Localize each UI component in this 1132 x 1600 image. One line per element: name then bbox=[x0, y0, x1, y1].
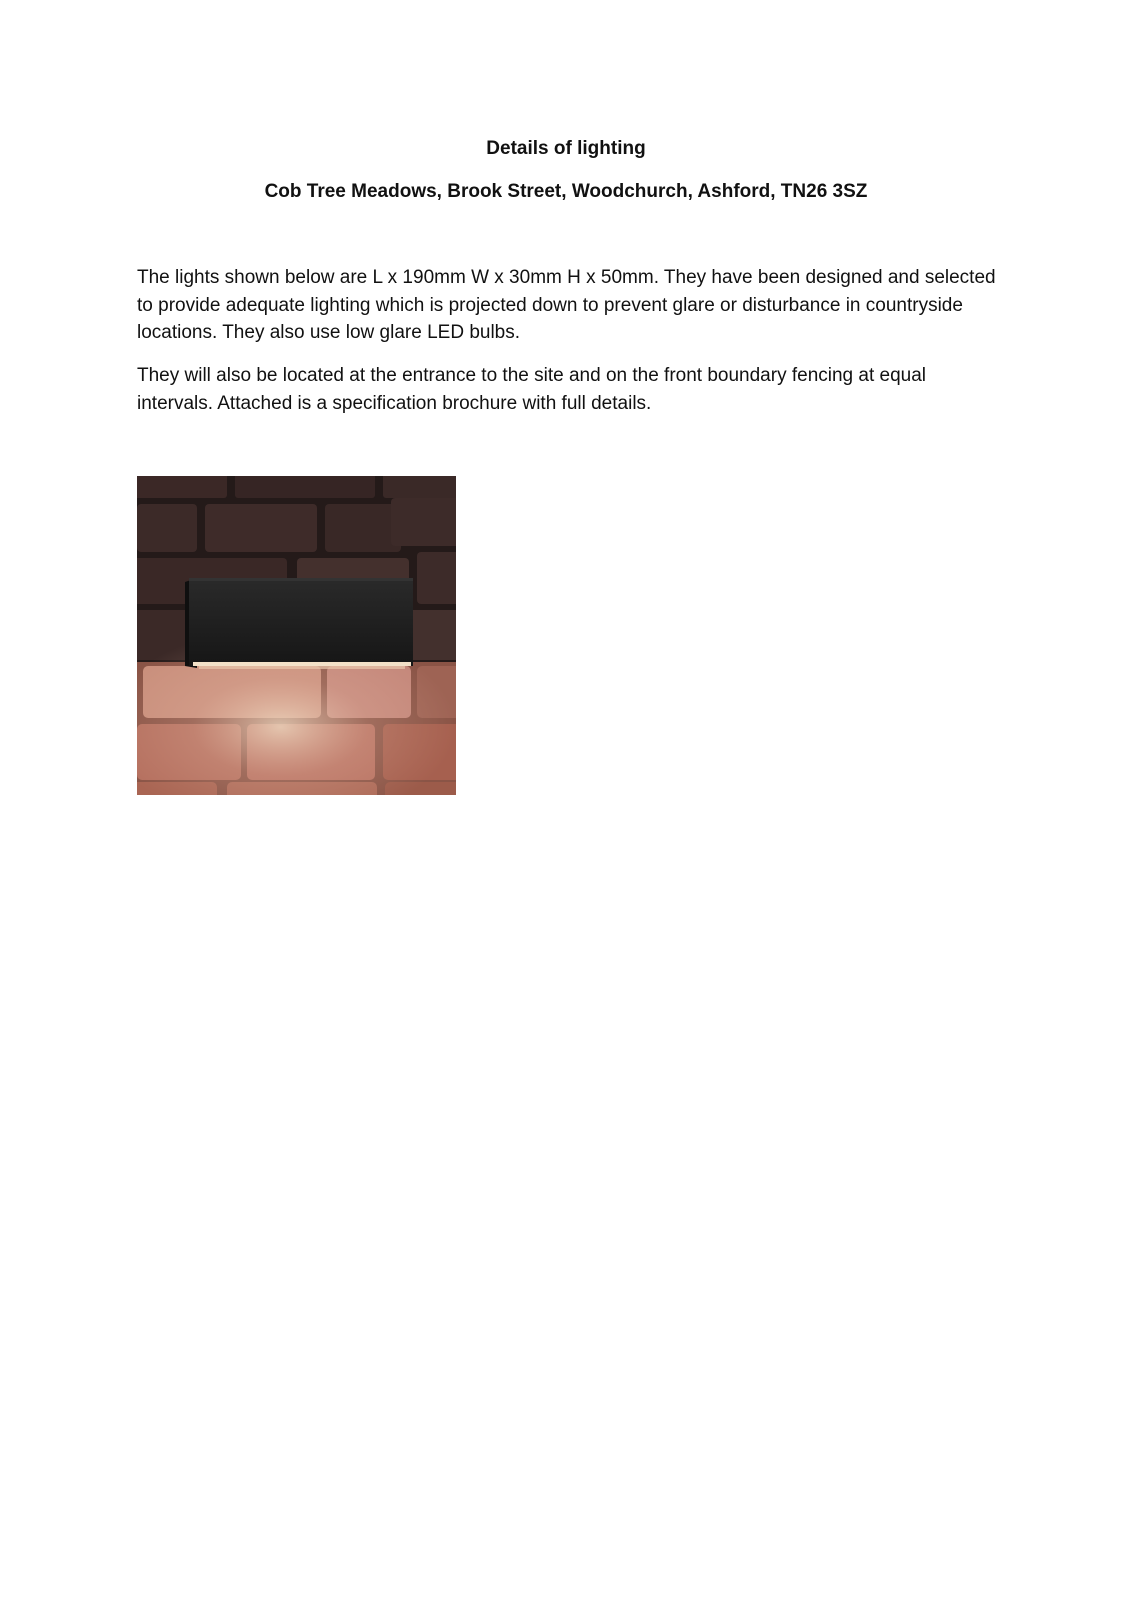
site-address: Cob Tree Meadows, Brook Street, Woodchurch, Ashford, TN26 3SZ bbox=[264, 181, 868, 202]
page-title: Details of lighting bbox=[486, 138, 646, 159]
paragraph-light-locations: They will also be located at the entrance to the site and on the front boundary fencing at equal intervals. Attached is a specification brochure with full details. bbox=[137, 365, 927, 414]
wall-light-photo bbox=[137, 476, 456, 795]
wall-light-fixture bbox=[185, 578, 413, 669]
paragraph-light-dimensions: The lights shown below are L x 190mm W x 30mm H x 50mm. They have been designed and selected to provide adequate lighting which is projected down to prevent glare or disturbance in countryside locations. They also use low glare LED bulbs. bbox=[137, 267, 996, 343]
